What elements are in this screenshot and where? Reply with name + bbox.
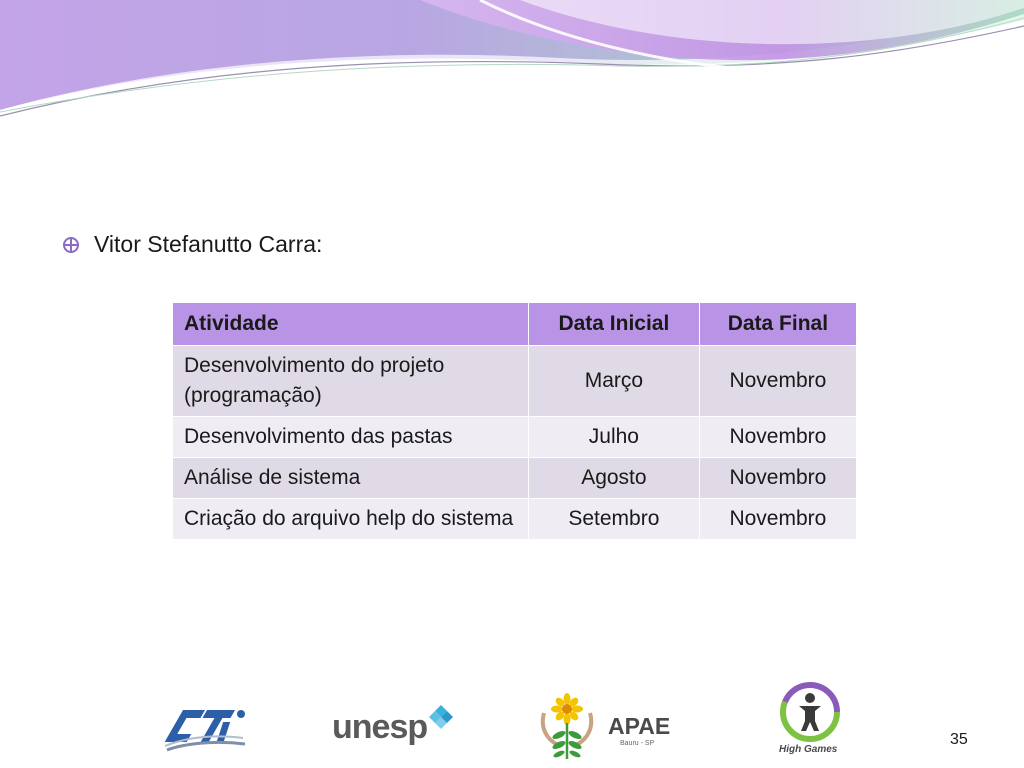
crosshair-bullet-icon [62, 236, 80, 254]
table-row [173, 458, 856, 499]
cell-start-date: Setembro [529, 499, 700, 540]
apae-logo-subtext: Bauru - SP [620, 740, 655, 747]
header-data-inicial: Data Inicial [529, 303, 700, 346]
cell-start-date: Agosto [529, 458, 700, 499]
header-data-final: Data Final [699, 303, 856, 346]
high-games-logo [776, 681, 848, 761]
bullet-text: Vitor Stefanutto Carra: [94, 231, 323, 257]
cell-end-date: Novembro [699, 346, 856, 417]
cell-start-date: Julho [529, 417, 700, 458]
high-games-logo-text: High Games [779, 744, 838, 755]
header-atividade: Atividade [173, 303, 529, 346]
cell-activity: Criação do arquivo help do sistema [173, 499, 529, 540]
unesp-logo-text: unesp [332, 708, 428, 746]
bullet-item [62, 231, 322, 258]
cell-activity: Desenvolvimento do projeto (programação) [173, 346, 529, 417]
cell-activity: Análise de sistema [173, 458, 529, 499]
page-number: 35 [950, 731, 968, 748]
apae-logo [538, 693, 671, 763]
header-wave-decoration [0, 0, 1024, 130]
cell-end-date: Novembro [699, 417, 856, 458]
unesp-emblem-icon [428, 704, 454, 730]
table-row [173, 346, 856, 417]
cell-end-date: Novembro [699, 458, 856, 499]
apae-flower-hands-icon [538, 693, 596, 761]
cti-logo [163, 704, 249, 756]
table-row [173, 417, 856, 458]
unesp-logo [332, 704, 457, 748]
cell-start-date: Março [529, 346, 700, 417]
activities-table [173, 303, 856, 539]
cti-logo-text: CTI [163, 704, 165, 705]
table-header-row [173, 303, 856, 346]
table-row [173, 499, 856, 540]
footer-logos [0, 678, 1024, 768]
cell-activity: Desenvolvimento das pastas [173, 417, 529, 458]
apae-logo-text: APAE [608, 713, 671, 739]
cell-end-date: Novembro [699, 499, 856, 540]
high-games-figure-icon [779, 681, 841, 743]
